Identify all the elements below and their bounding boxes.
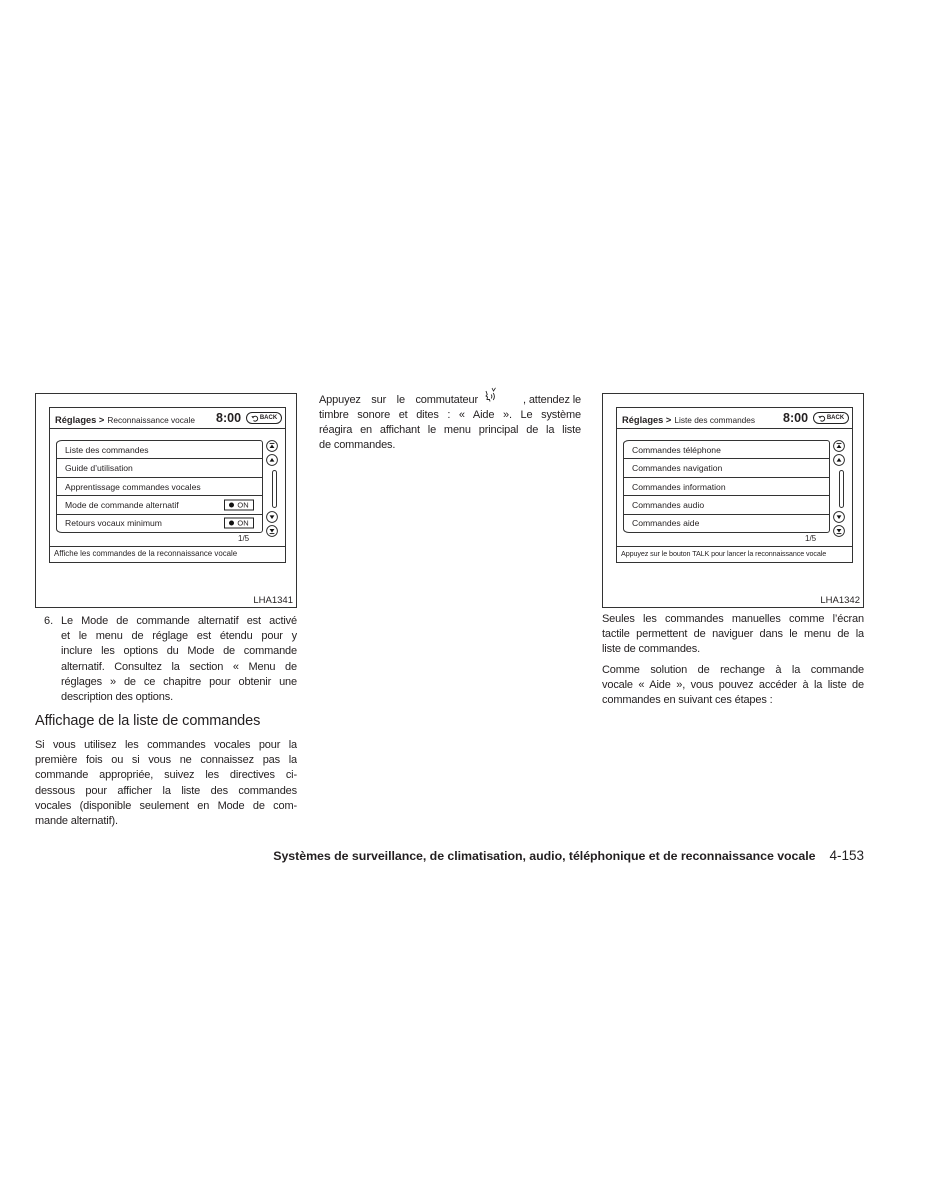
menu-item-label: Commandes téléphone: [632, 444, 721, 455]
figure-code: LHA1341: [253, 595, 293, 606]
text-line: commande appropriée, suivez les directives ci-: [35, 769, 297, 782]
text-line: Le Mode de commande alternatif est activé: [61, 615, 297, 627]
menu-item-label: Guide d’utilisation: [65, 463, 133, 474]
alternative-access-paragraph: [602, 663, 864, 708]
menu-item-mode-alternatif: [57, 495, 262, 513]
text-line: Seules les commandes manuelles comme l’écran: [602, 613, 864, 625]
menu-item-label: Commandes aide: [632, 518, 700, 529]
menu-item-apprentissage: [57, 477, 262, 495]
back-arrow-icon: [818, 415, 826, 422]
toggle-dot-icon: [229, 502, 234, 507]
breadcrumb-current: Liste des commandes: [674, 415, 756, 425]
manual-navigation-paragraph: [602, 612, 864, 657]
step-6-text: [61, 614, 297, 705]
menu-item-commandes-telephone: [624, 441, 829, 458]
screen-hint: Affiche les commandes de la reconnaissance vocale: [54, 549, 238, 558]
menu-item-label: Liste des commandes: [65, 444, 149, 455]
screen-hint: Appuyez sur le bouton TALK pour lancer la reconnaissance vocale: [621, 549, 827, 558]
back-button: [813, 412, 849, 424]
toggle-label: ON: [237, 518, 249, 528]
scroll-up-icon: [266, 454, 278, 466]
section-heading: Affichage de la liste de commandes: [35, 713, 261, 729]
scroll-up-icon: [833, 454, 845, 466]
menu-item-liste-des-commandes: [57, 441, 262, 458]
text-line: inclure les options du Mode de commande: [61, 645, 297, 658]
scrollbar: [272, 470, 277, 508]
display-screen: [616, 407, 853, 563]
scroll-top-icon: [266, 440, 278, 452]
menu-item-label: Retours vocaux minimum: [65, 518, 162, 529]
clock: 8:00: [216, 411, 242, 425]
talk-switch-icon: [483, 387, 498, 403]
menu-item-commandes-navigation: [624, 458, 829, 476]
clock: 8:00: [783, 411, 809, 425]
menu-item-label: Commandes information: [632, 481, 726, 492]
text-line: timbre sonore et dites : « Aide ». Le système: [319, 409, 581, 421]
toggle-dot-icon: [229, 521, 234, 526]
breadcrumb: [55, 412, 195, 427]
page-footer: [273, 848, 864, 863]
scroll-down-icon: [833, 511, 845, 523]
menu-item-label: Commandes audio: [632, 499, 705, 510]
text-line: commandes en suivant ces étapes :: [602, 694, 773, 706]
text-fragment: , attendez le: [523, 394, 581, 406]
scroll-bottom-icon: [266, 525, 278, 537]
text-line: de commandes.: [319, 439, 396, 451]
chapter-title: Systèmes de surveillance, de climatisation, audio, téléphonique et de reconnaissance vocale: [273, 849, 816, 863]
text-line: première fois ou si vous ne connaissez pas la: [35, 754, 297, 767]
menu-item-retours-vocaux: [57, 514, 262, 532]
scroll-top-icon: [833, 440, 845, 452]
footer-divider: [617, 546, 852, 547]
text-fragment: Appuyez sur le commutateur: [319, 394, 478, 406]
back-button: [246, 412, 282, 424]
text-line: réglages » de ce chapitre pour obtenir une: [61, 675, 297, 688]
scrollbar: [839, 470, 844, 508]
page-indicator: 1/5: [805, 534, 817, 543]
breadcrumb-root: Réglages >: [55, 415, 105, 425]
menu-list: [56, 440, 263, 533]
talk-switch-paragraph: [319, 393, 581, 453]
step-number: 6.: [44, 615, 54, 627]
back-label: BACK: [826, 415, 845, 421]
breadcrumb: [622, 412, 755, 427]
header-divider: [617, 428, 852, 429]
toggle-on-badge: [224, 499, 254, 510]
page-indicator: 1/5: [238, 534, 250, 543]
text-line: Comme solution de rechange à la commande: [602, 664, 864, 676]
header-divider: [50, 428, 285, 429]
figure-voice-recognition-settings: [35, 393, 297, 608]
text-line: tactile permettent de naviguer dans le menu de la: [602, 628, 864, 640]
text-line: Si vous utilisez les commandes vocales pour la: [35, 739, 297, 751]
breadcrumb-root: Réglages >: [622, 415, 672, 425]
menu-list: [623, 440, 830, 533]
scroll-bottom-icon: [833, 525, 845, 537]
display-screen: [49, 407, 286, 563]
menu-item-guide-utilisation: [57, 458, 262, 476]
text-line: et le menu de réglage est étendu pour y: [61, 630, 297, 643]
footer-divider: [50, 546, 285, 547]
page-number: 4-153: [829, 848, 864, 863]
menu-item-label: Apprentissage commandes vocales: [65, 481, 201, 492]
text-line: description des options.: [61, 690, 173, 703]
text-line: réagira en affichant le menu principal de la liste: [319, 424, 581, 436]
text-line: liste de commandes.: [602, 643, 701, 655]
back-arrow-icon: [251, 415, 259, 422]
back-label: BACK: [259, 415, 278, 421]
scroll-down-icon: [266, 511, 278, 523]
figure-command-list: [602, 393, 864, 608]
text-line: mande alternatif).: [35, 814, 118, 827]
menu-item-label: Mode de commande alternatif: [65, 499, 179, 510]
text-line: vocales (disponible seulement en Mode de com-: [35, 799, 297, 812]
text-line: alternatif. Consultez la section « Menu de: [61, 660, 297, 673]
toggle-label: ON: [237, 500, 249, 510]
text-line: dessous pour afficher la liste des commandes: [35, 784, 297, 797]
figure-code: LHA1342: [820, 595, 860, 606]
toggle-on-badge: [224, 518, 254, 529]
text-line: vocale « Aide », vous pouvez accéder à la liste de: [602, 679, 864, 691]
breadcrumb-current: Reconnaissance vocale: [107, 415, 195, 425]
menu-item-commandes-audio: [624, 495, 829, 513]
menu-item-label: Commandes navigation: [632, 463, 723, 474]
menu-item-commandes-aide: [624, 514, 829, 532]
menu-item-commandes-information: [624, 477, 829, 495]
text-line: [319, 393, 581, 408]
intro-paragraph: [35, 738, 297, 829]
